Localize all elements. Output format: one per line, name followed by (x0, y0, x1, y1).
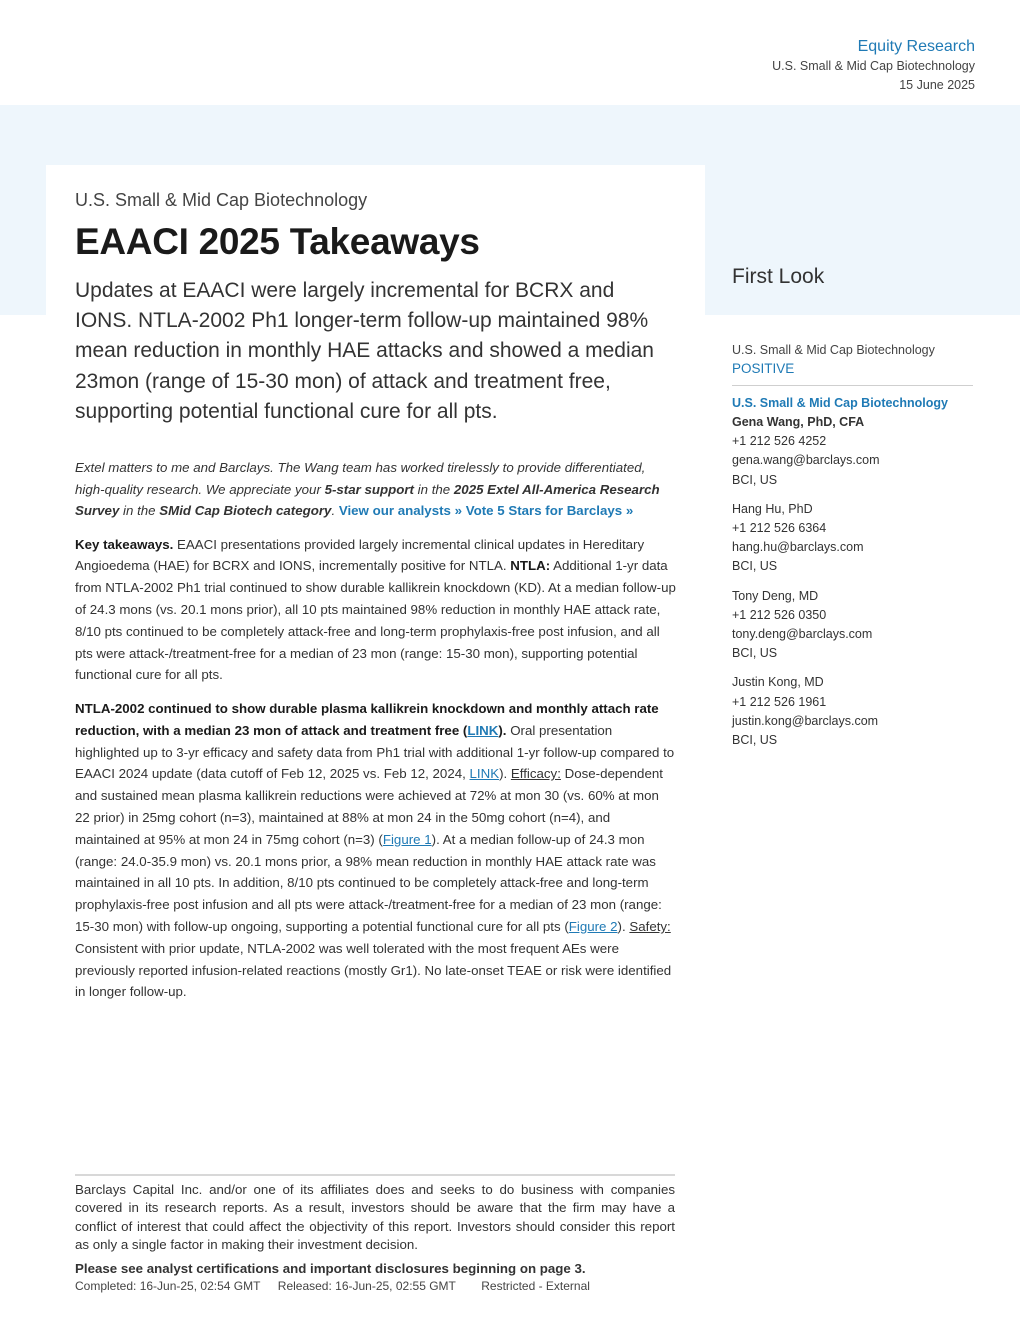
vote-link[interactable]: Vote 5 Stars for Barclays » (465, 503, 634, 519)
extel-note (75, 457, 676, 522)
analyst-location: BCI, US (732, 472, 778, 487)
analyst-email[interactable]: justin.kong@barclays.com (732, 713, 879, 728)
view-analysts-link[interactable]: View our analysts » (338, 503, 463, 519)
main-sector: U.S. Small & Mid Cap Biotechnology (75, 190, 368, 210)
extel-text: Extel matters to me and Barclays. The Wang team has worked tirelessly to provide differentiated, high-quality research. We appreciate your (75, 460, 646, 497)
completed-timestamp: Completed: 16-Jun-25, 02:54 GMT (75, 1278, 261, 1293)
analyst-card (732, 587, 973, 664)
para-text: Dose-dependent and sustained mean plasma kallikrein reductions were achieved at 72% at mon 30 (vs. 60% at mon 22 prior) in 25mg cohort (n=3), maintained at 88% at mon 24 in the 50mg cohort (n=4), and maintained at 95% at mon 24 in 75mg cohort (n=3) ( (75, 766, 663, 847)
extel-bold: SMid Cap Biotech category (159, 503, 332, 519)
extel-text: in the (119, 503, 160, 519)
para-text: Additional 1-yr data from NTLA-2002 Ph1 trial continued to show durable kallikrein knockdown (KD). At a median follow-up of 24.3 mons (vs. 20.1 mons prior), all 10 pts maintained 98% reduction in monthly HAE attack rate, 8/10 pts continued to be completely attack-free and long-term prophylaxis-free post infusion, and all pts were attack-/treatment-free for a median of 23 mon (range: 15-30 mon), supporting potential functional cure for all pts. (75, 558, 676, 683)
para-lead: ). (498, 722, 507, 738)
para-text: ). At a median follow-up of 24.3 mon (range: 24.0-35.9 mon) vs. 20.1 mons prior, a 98% mean reduction in monthly HAE attack rate was maintained in all 10 pts. In addition, 8/10 pts continued to be completely attack-free and long-term prophylaxis-free post infusion and all pts were attack-/treatment-free for a median of 23 mon (range: 15-30 mon) with follow-up ongoing, supporting a potential functional cure for all pts ( (75, 831, 662, 935)
analyst-phone: +1 212 526 4252 (732, 434, 827, 449)
analyst-location: BCI, US (732, 559, 778, 574)
released-timestamp: Released: 16-Jun-25, 02:55 GMT (277, 1278, 456, 1293)
extel-bold: 2025 Extel All-America Research Survey (75, 481, 660, 519)
analyst-team-label: U.S. Small & Mid Cap Biotechnology (732, 396, 948, 410)
lead-link[interactable]: LINK (467, 722, 499, 738)
report-date: 15 June 2025 (899, 78, 975, 92)
para-text: ). (617, 919, 630, 935)
extel-text: in the (413, 481, 454, 497)
ntla-paragraph (75, 698, 676, 1003)
extel-text: . (331, 503, 339, 519)
analyst-phone: +1 212 526 0350 (732, 607, 827, 622)
figure-1-link[interactable]: Figure 1 (382, 831, 432, 847)
page-title: EAACI 2025 Takeaways (75, 221, 480, 262)
analyst-email[interactable]: tony.deng@barclays.com (732, 627, 873, 642)
disclaimer: Barclays Capital Inc. and/or one of its affiliates does and seeks to do business with companies covered in its research reports. As a result, investors should be aware that the firm may have a conflict of interest that could affect the objectivity of this report. Investors should consider this report as only a single factor in making their investment decision. (75, 1182, 675, 1253)
page-subtitle: Updates at EAACI were largely incremental for BCRX and IONS. NTLA-2002 Ph1 longer-term follow-up maintained 98% mean reduction in monthly HAE attacks and showed a median 23mon (range of 15-30 mon) of attack and treatment free, supporting potential functional cure for all pts. (75, 279, 654, 423)
analyst-name: Hang Hu, PhD (732, 501, 813, 516)
analyst-location: BCI, US (732, 646, 778, 661)
report-header (772, 37, 975, 95)
para-lead: NTLA-2002 continued to show durable plasma kallikrein knockdown and monthly attach rate reduction, with a median 23 mon of attack and treatment free ( (75, 701, 659, 738)
analyst-email[interactable]: hang.hu@barclays.com (732, 540, 864, 555)
first-look-label: First Look (732, 265, 825, 288)
para-text: Oral presentation highlighted up to 3-yr efficacy and safety data from Ph1 trial with additional 1-yr follow-up compared to EAACI 2024 update (data cutoff of Feb 12, 2025 vs. Feb 12, 2024, (75, 722, 675, 782)
sidebar-sector: U.S. Small & Mid Cap Biotechnology (732, 343, 935, 357)
analyst-location: BCI, US (732, 733, 778, 748)
certifications-note: Please see analyst certifications and important disclosures beginning on page 3. (75, 1260, 586, 1276)
analyst-card (732, 673, 973, 750)
eaaci-2024-link[interactable]: LINK (469, 766, 500, 782)
extel-bold: 5-star support (324, 481, 414, 497)
key-takeaways-paragraph (75, 534, 676, 687)
report-meta (75, 1278, 675, 1295)
analyst-phone: +1 212 526 1961 (732, 694, 827, 709)
main-column (75, 188, 676, 1003)
para-text: ). (499, 766, 511, 782)
para-text: Consistent with prior update, NTLA-2002 was well tolerated with the most frequent AEs were previously reported infusion-related reactions (mostly Gr1). No late-onset TEAE or risk were identified in longer follow-up. (75, 940, 672, 1000)
brand-label: Equity Research (857, 38, 975, 55)
sector-rating: POSITIVE (732, 359, 973, 386)
analyst-card (732, 500, 973, 577)
distribution-label: Restricted - External (481, 1278, 590, 1293)
analyst-name: Tony Deng, MD (732, 588, 819, 603)
analyst-name: Gena Wang, PhD, CFA (732, 415, 865, 429)
analyst-phone: +1 212 526 6364 (732, 521, 827, 536)
sidebar (732, 265, 973, 760)
analyst-name: Justin Kong, MD (732, 675, 824, 690)
para-lead: Key takeaways. (75, 536, 174, 552)
header-sector: U.S. Small & Mid Cap Biotechnology (772, 59, 975, 73)
para-lead: NTLA: (510, 558, 551, 574)
para-text: EAACI presentations provided largely incremental clinical updates in Hereditary Angioedema (HAE) for BCRX and IONS, incrementally positive for NTLA. (75, 536, 645, 574)
footer (75, 1174, 675, 1295)
efficacy-label: Efficacy: (510, 766, 561, 782)
safety-label: Safety: (629, 919, 671, 935)
analyst-card (732, 413, 973, 490)
analyst-email[interactable]: gena.wang@barclays.com (732, 453, 880, 468)
figure-2-link[interactable]: Figure 2 (568, 919, 618, 935)
